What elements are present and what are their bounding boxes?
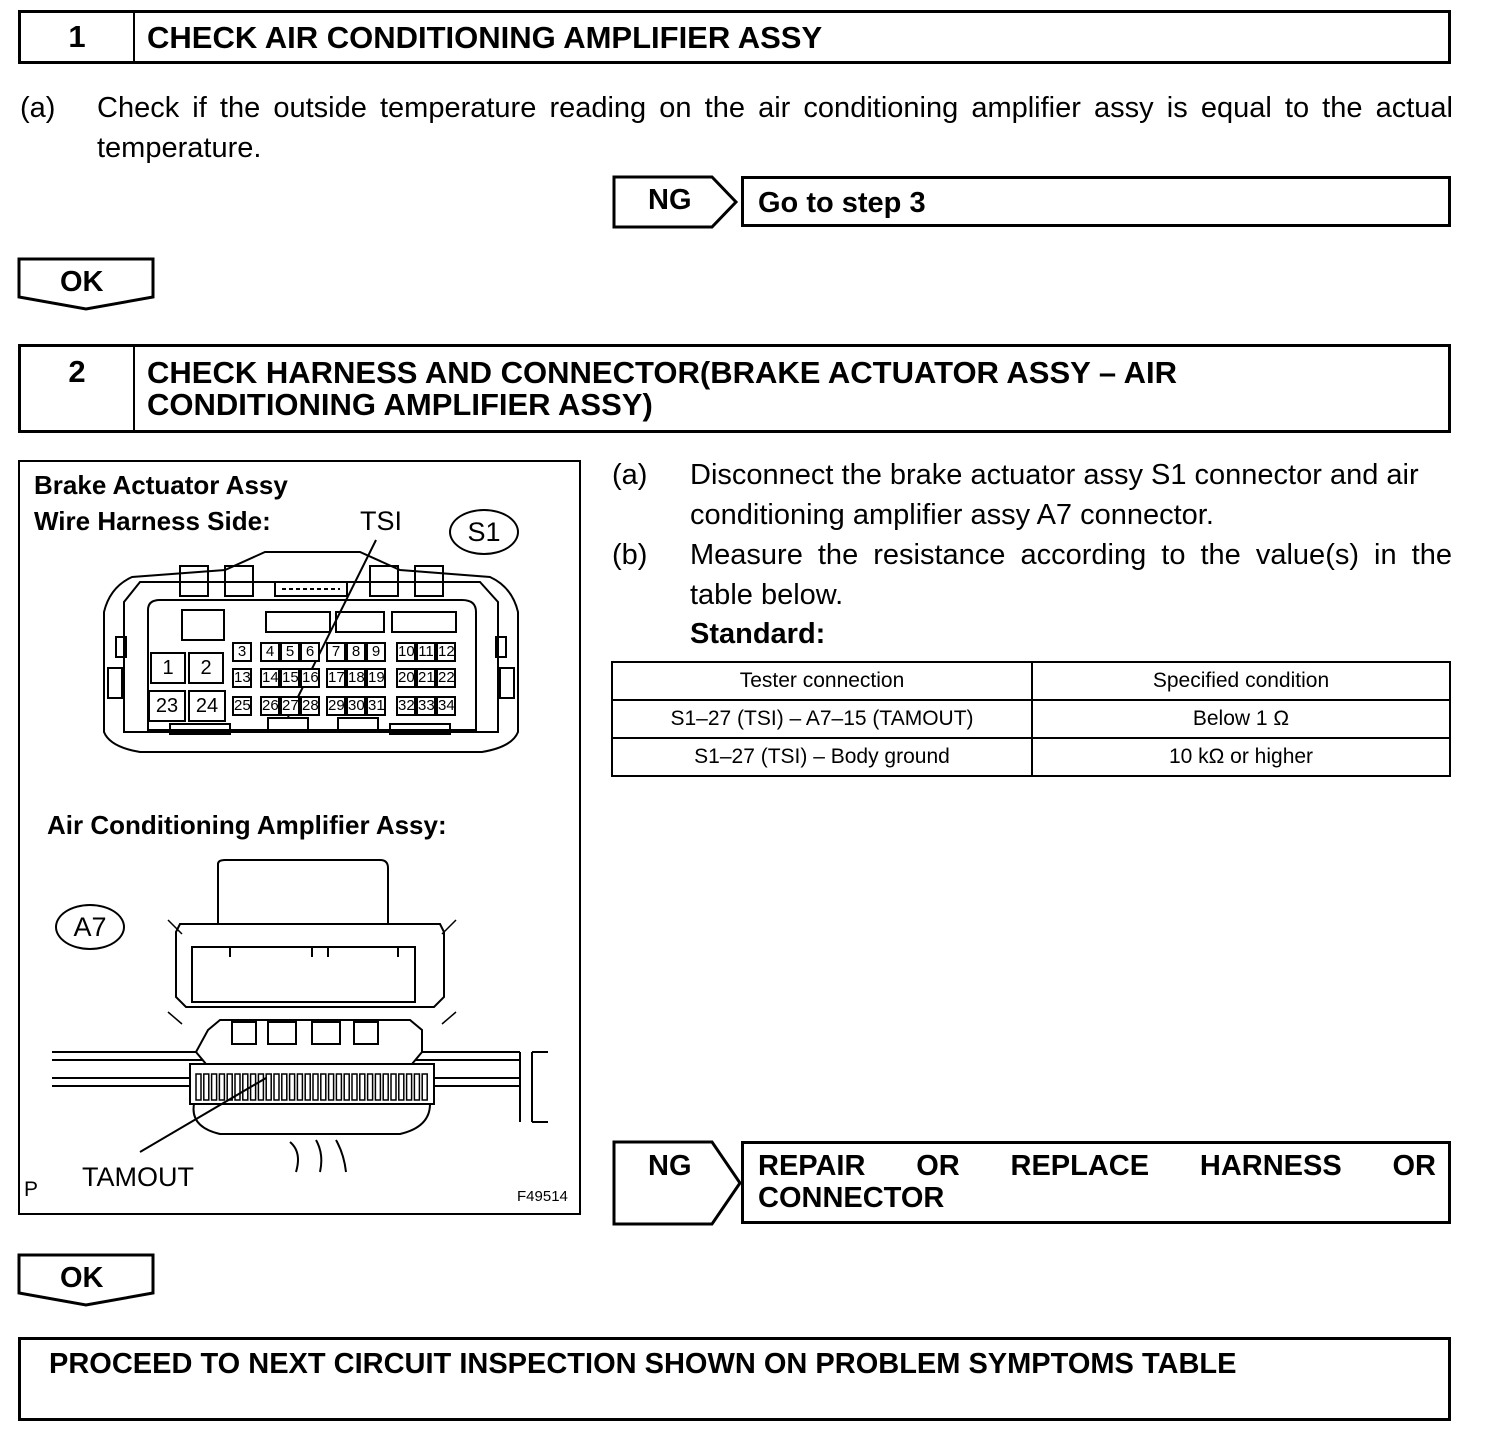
- connector-pin: 23: [148, 690, 186, 722]
- figure-label-ac-amplifier: Air Conditioning Amplifier Assy:: [47, 810, 447, 840]
- instruction-label: (a): [20, 92, 56, 124]
- connector-pin: 3: [232, 642, 252, 662]
- instruction-a-line-2: conditioning amplifier assy A7 connector.: [690, 499, 1214, 531]
- figure-id: F49514: [517, 1188, 568, 1205]
- a7-label: A7: [73, 912, 107, 942]
- table-cell: S1–27 (TSI) – A7–15 (TAMOUT): [612, 700, 1032, 738]
- connector-pin: 14: [262, 669, 279, 686]
- connector-pin: 30: [348, 697, 365, 714]
- ng-label: NG: [648, 184, 692, 216]
- instruction-a-label: (a): [612, 459, 648, 491]
- connector-pin: 31: [368, 697, 385, 714]
- ng-action-line-1: [758, 1150, 1436, 1182]
- instruction-b-line-1: Measure the resistance according to the value(s) in the: [690, 539, 1452, 571]
- connector-pin: 8: [346, 642, 366, 662]
- step-title: CHECK AIR CONDITIONING AMPLIFIER ASSY: [147, 20, 823, 55]
- resistance-spec-table: [611, 661, 1451, 777]
- step-number: 1: [21, 13, 135, 61]
- ng-label: NG: [648, 1150, 692, 1182]
- figure-label-brake-actuator: Brake Actuator Assy: [34, 470, 288, 500]
- table-cell: 10 kΩ or higher: [1032, 738, 1450, 776]
- ng-action-box: [741, 176, 1451, 227]
- instruction-b-label: (b): [612, 539, 648, 571]
- connector-pin: 25: [234, 697, 251, 714]
- table-header-row: [612, 662, 1450, 700]
- connector-pin: 34: [438, 697, 455, 714]
- table-header: Specified condition: [1032, 662, 1450, 700]
- s1-connector-drawing: [20, 462, 580, 782]
- connector-pin: 9: [366, 642, 386, 662]
- table-header: Tester connection: [612, 662, 1032, 700]
- final-action-text: PROCEED TO NEXT CIRCUIT INSPECTION SHOWN ON PROBLEM SYMPTOMS TABLE: [49, 1348, 1237, 1380]
- connector-pin: 28: [302, 697, 319, 714]
- connector-pin: 32: [398, 697, 415, 714]
- figure-p-mark: P: [24, 1178, 39, 1201]
- connector-pin: 20: [398, 669, 415, 686]
- connector-pin: 18: [348, 669, 365, 686]
- connector-pin: 10: [398, 643, 415, 660]
- connector-pin: 17: [328, 669, 345, 686]
- step-title-line-1: CHECK HARNESS AND CONNECTOR(BRAKE ACTUATOR ASSY – AIR: [147, 355, 1177, 390]
- a7-connector-drawing: [20, 842, 580, 1182]
- ng-action-text: Go to step 3: [758, 187, 926, 219]
- connector-pin: 13: [234, 669, 251, 686]
- tsi-label: TSI: [360, 506, 403, 536]
- connector-pin: 6: [300, 642, 320, 662]
- connector-pin: 15: [282, 669, 299, 686]
- figure-label-wire-harness: Wire Harness Side:: [34, 506, 271, 536]
- ng-action-word: REPAIR: [758, 1150, 866, 1182]
- instruction-a-line-1: Disconnect the brake actuator assy S1 connector and air: [690, 459, 1419, 491]
- standard-label: Standard:: [690, 618, 826, 650]
- ng-action-word: OR: [916, 1150, 960, 1182]
- ok-label: OK: [60, 1262, 104, 1294]
- step-title-line-2: CONDITIONING AMPLIFIER ASSY): [147, 387, 653, 422]
- s1-label: S1: [467, 517, 501, 547]
- ok-label: OK: [60, 266, 104, 298]
- step-number: 2: [21, 347, 135, 430]
- connector-pin: 7: [326, 642, 346, 662]
- connector-pin: 5: [280, 642, 300, 662]
- connector-pin: 29: [328, 697, 345, 714]
- connector-pin: 4: [260, 642, 280, 662]
- connector-pin: 19: [368, 669, 385, 686]
- connector-pin: 11: [416, 642, 436, 662]
- tamout-label: TAMOUT: [82, 1162, 194, 1192]
- step-1-header: [18, 10, 1451, 64]
- table-row: [612, 700, 1450, 738]
- ng-action-line-2: CONNECTOR: [758, 1182, 945, 1214]
- connector-pin: 33: [418, 697, 435, 714]
- connector-pin: 12: [438, 643, 455, 660]
- table-cell: S1–27 (TSI) – Body ground: [612, 738, 1032, 776]
- step-2-header: [18, 344, 1451, 433]
- connector-pin: 27: [282, 697, 299, 714]
- table-cell: Below 1 Ω: [1032, 700, 1450, 738]
- connector-pin: 22: [438, 669, 455, 686]
- ng-action-word: OR: [1392, 1150, 1436, 1182]
- instruction-b-line-2: table below.: [690, 579, 844, 611]
- connector-pin: 21: [418, 669, 435, 686]
- connector-pin: 1: [150, 652, 186, 684]
- table-row: [612, 738, 1450, 776]
- connector-pin: 24: [188, 690, 226, 722]
- connector-pin: 2: [188, 652, 224, 684]
- instruction-text: Check if the outside temperature reading on the air conditioning amplifier assy is equal to the actual temperature.: [97, 92, 1453, 164]
- connector-pin: 26: [262, 697, 279, 714]
- ng-action-box: [741, 1141, 1451, 1224]
- connector-pin: 16: [302, 669, 319, 686]
- ng-action-word: REPLACE: [1010, 1150, 1150, 1182]
- connector-figure: [18, 460, 581, 1215]
- final-action-box: [18, 1337, 1451, 1421]
- ng-action-word: HARNESS: [1199, 1150, 1342, 1182]
